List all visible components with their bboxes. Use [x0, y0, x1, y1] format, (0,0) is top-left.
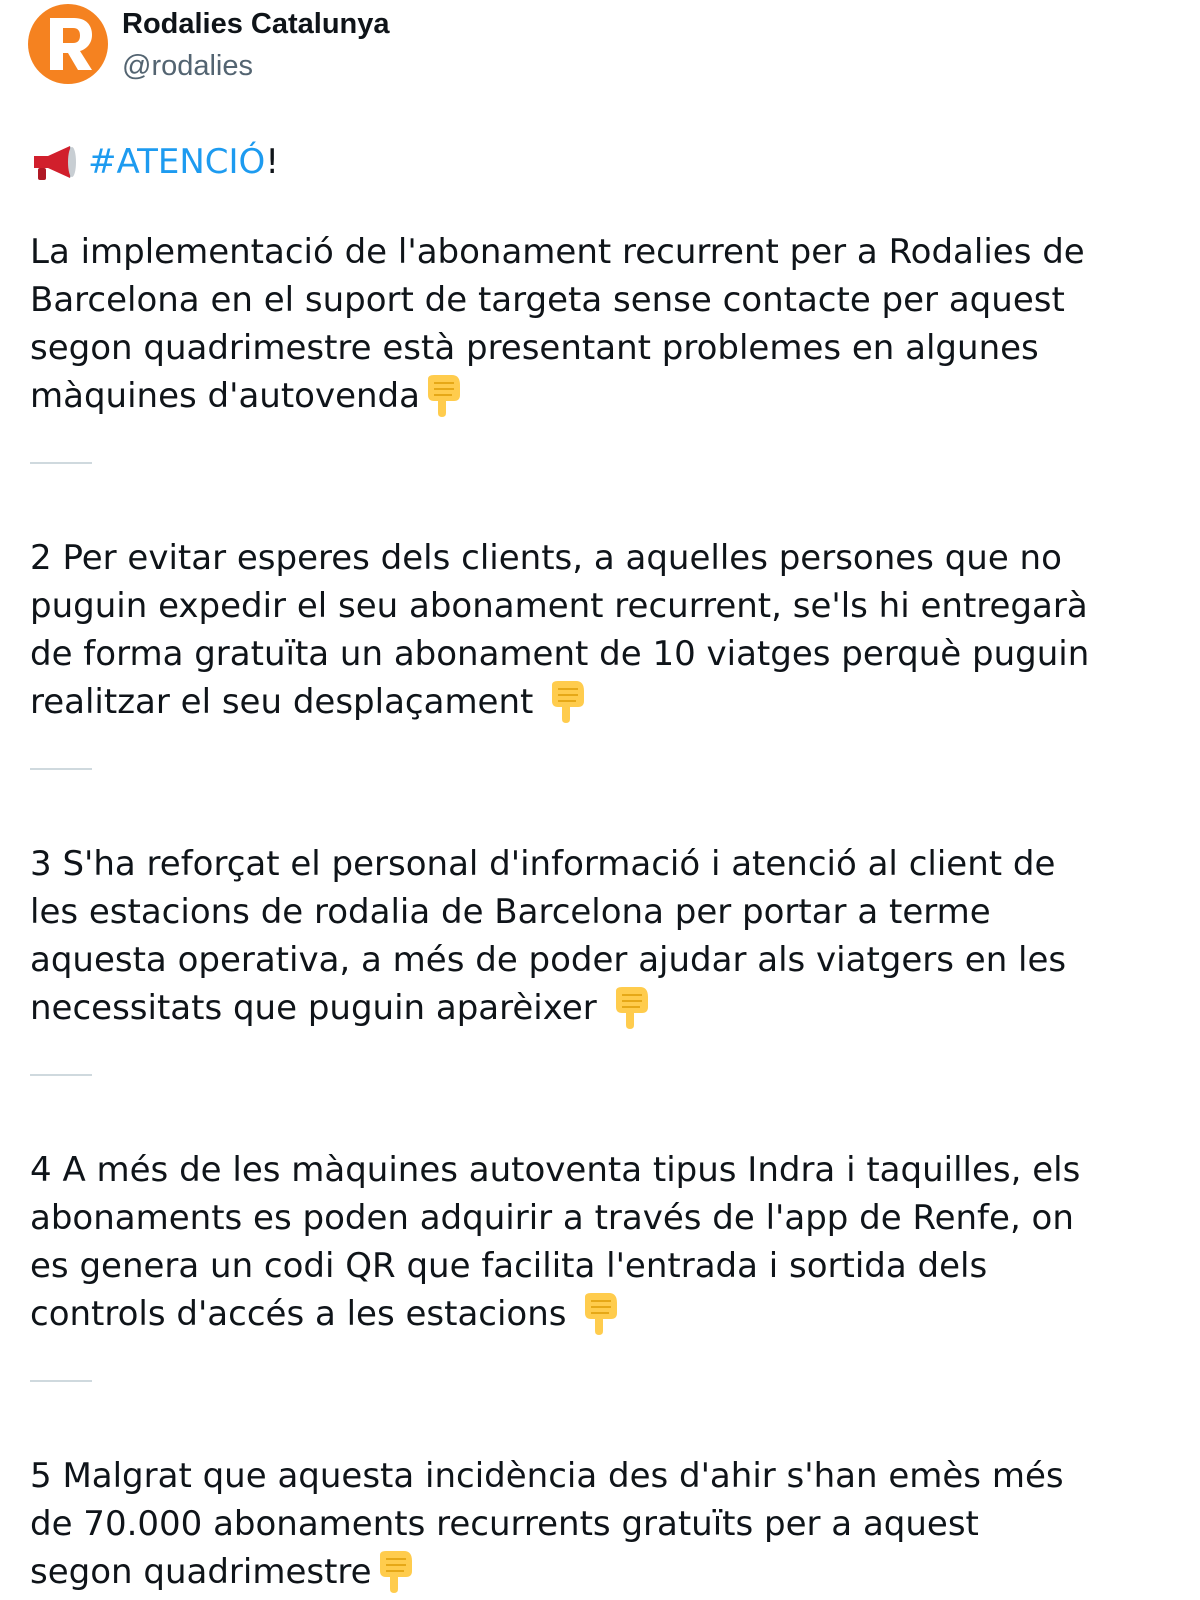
paragraph-line: 2 Per evitar esperes dels clients, a aquelles persones que no — [30, 538, 1062, 578]
thread-divider — [30, 1074, 92, 1076]
headline-suffix: ! — [265, 142, 279, 182]
paragraph-line: realitzar el seu desplaçament — [30, 682, 545, 722]
avatar[interactable] — [28, 4, 108, 84]
tweet-header — [28, 4, 390, 88]
paragraph-line: La implementació de l'abonament recurrent per a Rodalies de — [30, 232, 1085, 272]
rodalies-logo-icon — [28, 4, 108, 84]
megaphone-icon — [30, 142, 84, 182]
paragraph-line: segon quadrimestre està presentant problemes en algunes — [30, 328, 1039, 368]
hashtag-link[interactable]: #ATENCIÓ — [88, 142, 266, 182]
display-name[interactable]: Rodalies Catalunya — [122, 8, 390, 40]
paragraph-3 — [30, 840, 1180, 1032]
paragraph-line: es genera un codi QR que facilita l'entrada i sortida dels — [30, 1246, 988, 1286]
point-down-icon — [610, 985, 652, 1029]
point-down-icon — [374, 1549, 416, 1593]
paragraph-line: controls d'accés a les estacions — [30, 1294, 578, 1334]
paragraph-line: aquesta operativa, a més de poder ajudar als viatgers en les — [30, 940, 1067, 980]
point-down-icon — [579, 1291, 621, 1335]
paragraph-2 — [30, 534, 1180, 726]
paragraph-line: segon quadrimestre — [30, 1552, 372, 1592]
paragraph-line: puguin expedir el seu abonament recurrent, se'ls hi entregarà — [30, 586, 1088, 626]
paragraph-line: abonaments es poden adquirir a través de l'app de Renfe, on — [30, 1198, 1074, 1238]
paragraph-4 — [30, 1146, 1180, 1338]
thread-divider — [30, 768, 92, 770]
paragraph-line: de forma gratuïta un abonament de 10 viatges perquè puguin — [30, 634, 1090, 674]
thread-divider — [30, 1380, 92, 1382]
point-down-icon — [422, 373, 464, 417]
thread-divider — [30, 462, 92, 464]
tweet-headline — [30, 134, 1180, 190]
paragraph-line: Barcelona en el suport de targeta sense contacte per aquest — [30, 280, 1065, 320]
paragraph-line: 5 Malgrat que aquesta incidència des d'ahir s'han emès més — [30, 1456, 1064, 1496]
tweet-text — [30, 134, 1180, 1600]
point-down-icon — [546, 679, 588, 723]
paragraph-line: 3 S'ha reforçat el personal d'informació i atenció al client de — [30, 844, 1056, 884]
paragraph-line: necessitats que puguin aparèixer — [30, 988, 608, 1028]
paragraph-line: 4 A més de les màquines autoventa tipus Indra i taquilles, els — [30, 1150, 1081, 1190]
paragraph-line: màquines d'autovenda — [30, 376, 420, 416]
paragraph-line: de 70.000 abonaments recurrents gratuïts per a aquest — [30, 1504, 979, 1544]
paragraph-line: les estacions de rodalia de Barcelona per portar a terme — [30, 892, 991, 932]
paragraph-1 — [30, 228, 1180, 420]
paragraph-5 — [30, 1452, 1180, 1596]
user-handle[interactable]: @rodalies — [122, 50, 253, 82]
